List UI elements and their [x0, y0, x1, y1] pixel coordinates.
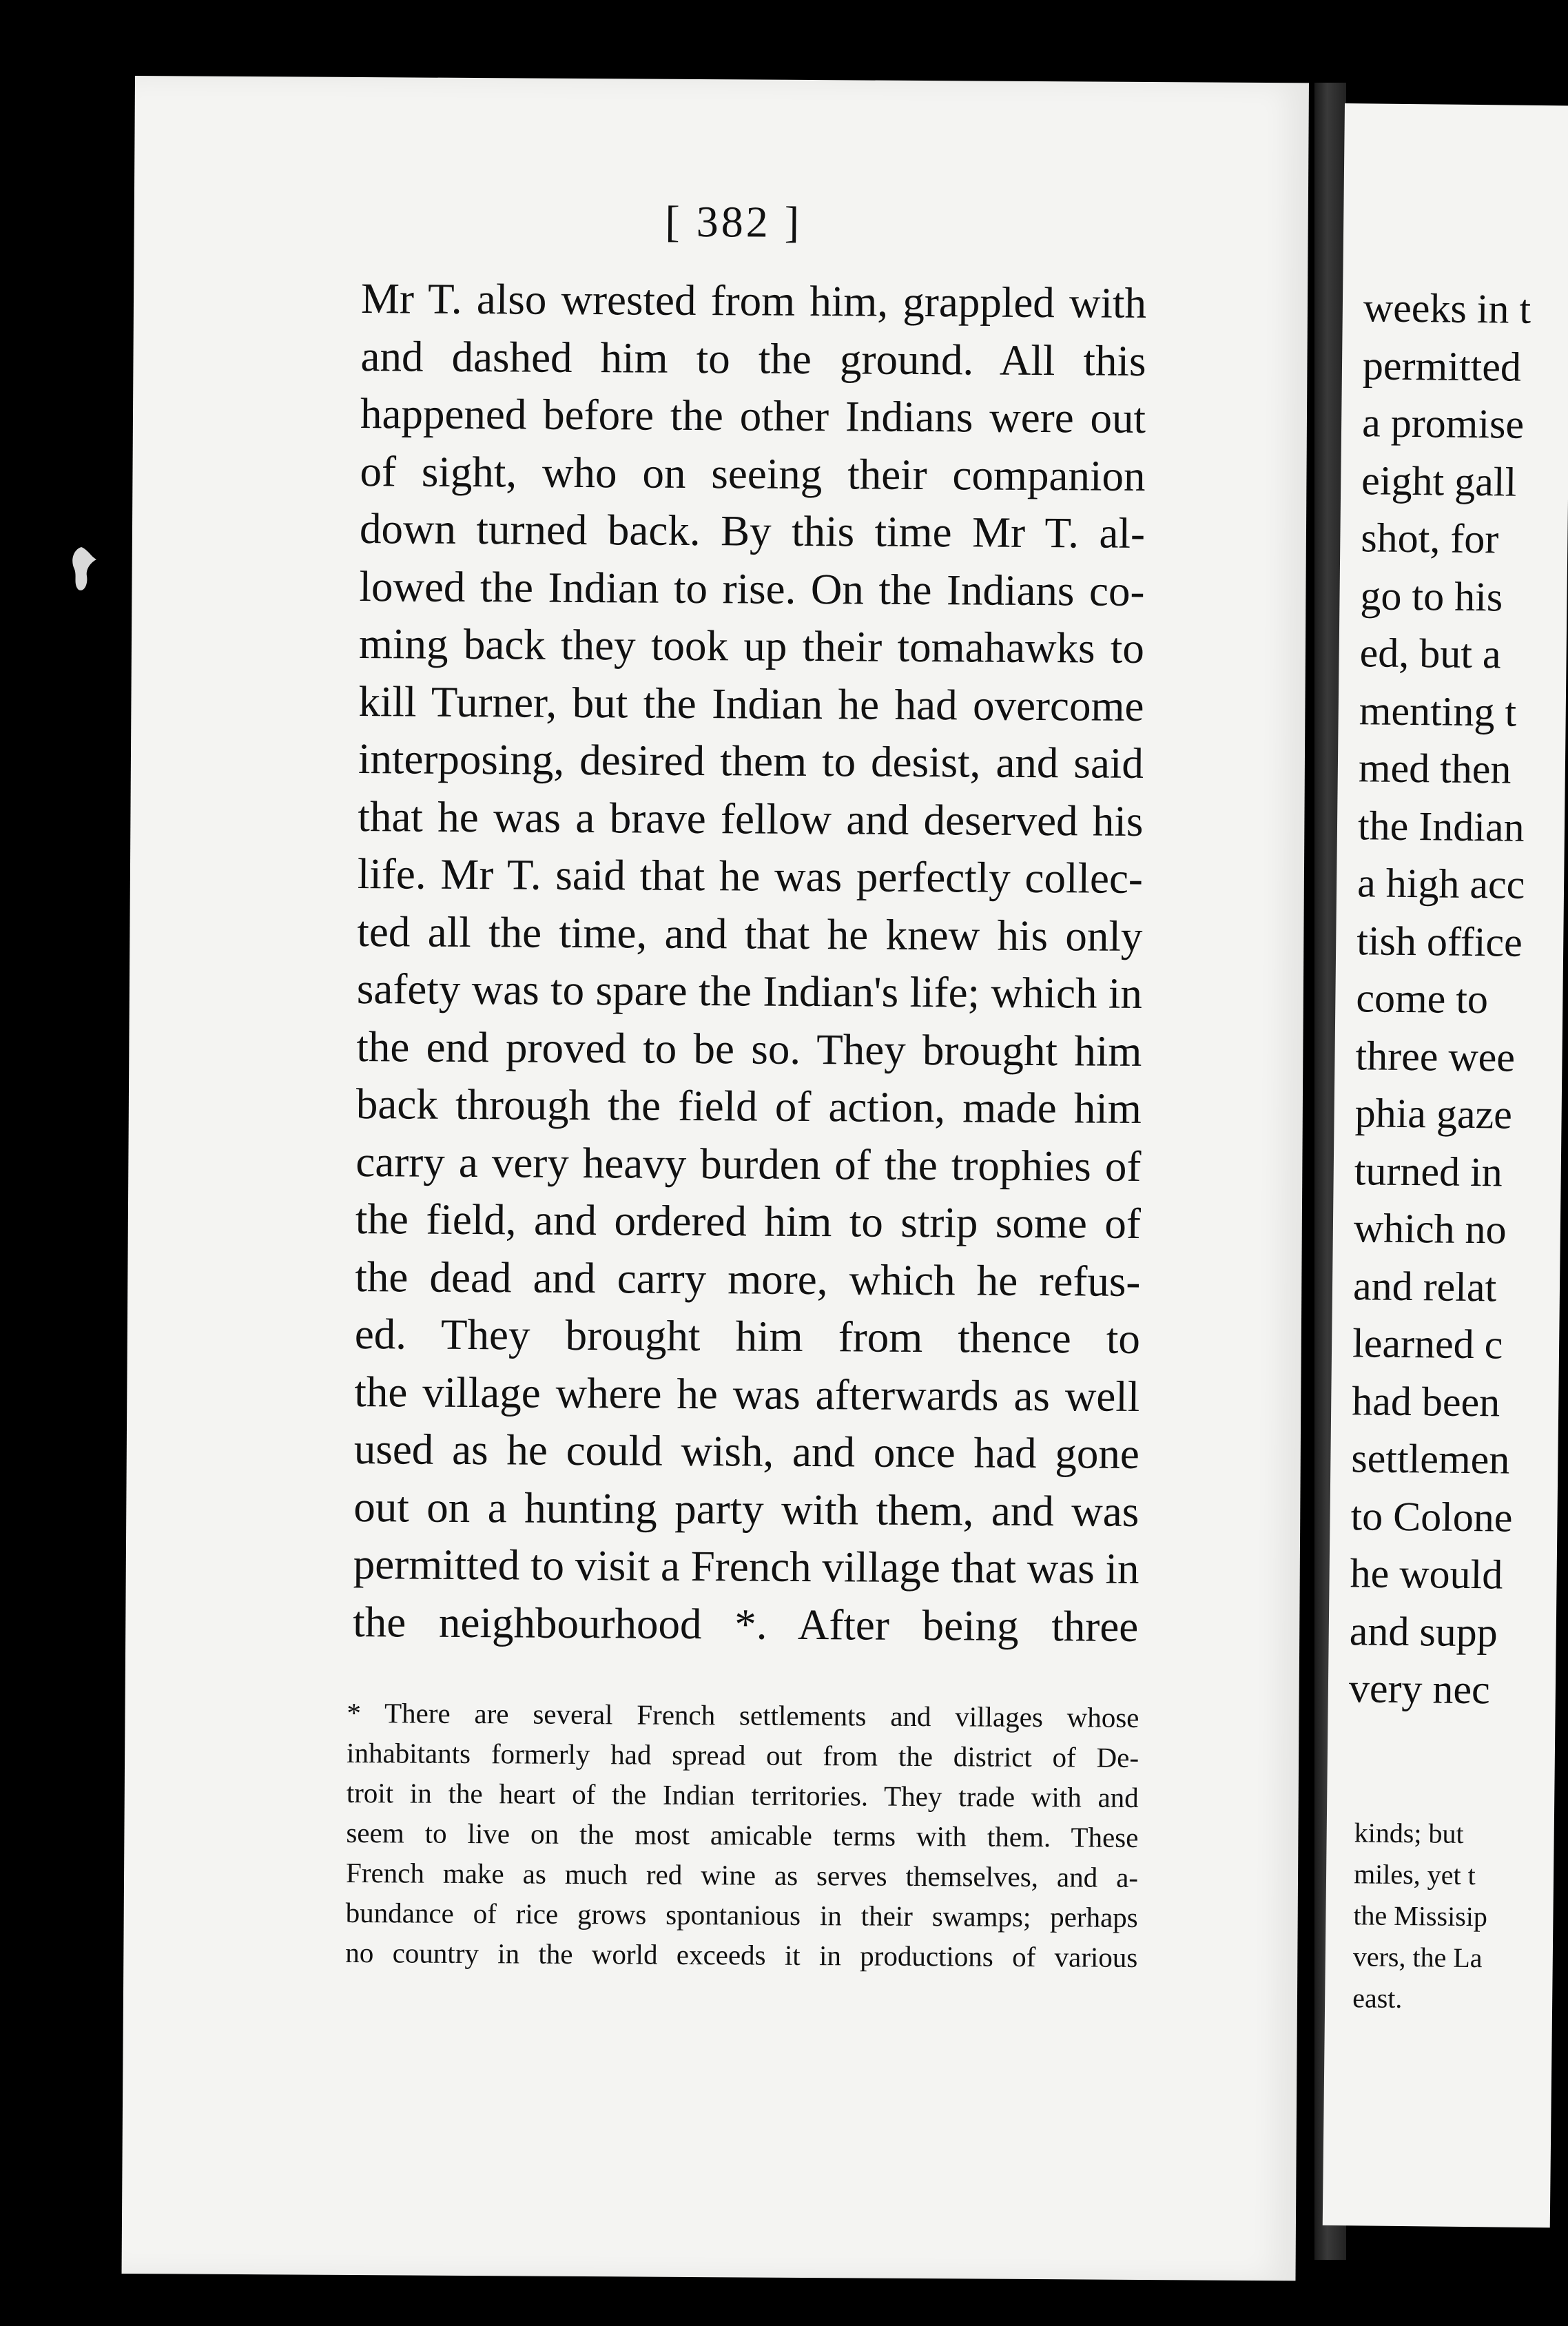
text-line: the end proved to be so. They brought him — [356, 1022, 1142, 1075]
right-page-clip — [1323, 103, 1568, 2227]
footnote-line: * There are several French settlements and villages whose — [347, 1696, 1139, 1733]
text-line: that he was a brave fellow and deserved his — [358, 792, 1144, 845]
right-text-line: permitted — [1362, 342, 1522, 390]
text-line: lowed the Indian to rise. On the Indians co- — [359, 562, 1145, 615]
right-text-line: ed, but a — [1359, 630, 1501, 677]
text-line: life. Mr T. said that he was perfectly collec- — [357, 849, 1144, 903]
right-text-line: which no — [1353, 1205, 1507, 1253]
text-line: happened before the other Indians were out — [360, 389, 1146, 442]
right-text-line: three wee — [1355, 1032, 1516, 1080]
text-line: the village where he was afterwards as well — [354, 1367, 1140, 1421]
footnote-line: troit in the heart of the Indian territories. They trade with and — [346, 1776, 1139, 1813]
right-footnote-line: east. — [1352, 1982, 1403, 2015]
text-line: the field, and ordered him to strip some of — [355, 1194, 1142, 1248]
text-line: down turned back. By this time Mr T. al- — [359, 504, 1146, 557]
text-line: the neighbourhood *. After being three — [353, 1597, 1139, 1651]
right-text-line: learned c — [1352, 1320, 1503, 1368]
right-footnote-line: kinds; but — [1354, 1817, 1464, 1849]
page-number: [ 382 ] — [665, 196, 803, 247]
footnote-line: bundance of rice grows spontanious in their swamps; perhaps — [345, 1896, 1138, 1933]
right-text-line: to Colone — [1350, 1492, 1513, 1541]
right-text-line: and supp — [1349, 1607, 1498, 1655]
footnote-line: no country in the world exceeds it in productions of various — [345, 1936, 1138, 1973]
text-line: Mr T. also wrested from him, grappled with — [360, 274, 1147, 327]
footnote-line: inhabitants formerly had spread out from the district of De- — [346, 1736, 1139, 1773]
footnote-line: French make as much red wine as serves themselves, and a- — [345, 1856, 1139, 1893]
body-text — [353, 270, 1146, 1656]
right-text-line: go to his — [1360, 572, 1503, 619]
right-page — [1323, 103, 1568, 2227]
right-text-line: a promise — [1361, 400, 1525, 447]
right-footnote-line: miles, yet t — [1353, 1858, 1476, 1891]
text-line: interposing, desired them to desist, and said — [358, 734, 1144, 788]
right-text-line: phia gaze — [1354, 1090, 1513, 1138]
text-line: ted all the time, and that he knew his only — [357, 907, 1143, 960]
text-line: of sight, who on seeing their companion — [360, 446, 1146, 500]
right-text-line: eight gall — [1361, 457, 1517, 505]
right-text-line: and relat — [1352, 1262, 1497, 1310]
text-line: the dead and carry more, which he refus- — [355, 1252, 1141, 1306]
text-line: out on a hunting party with them, and was — [353, 1482, 1139, 1536]
right-text-line: shot, for — [1361, 515, 1499, 562]
right-text-line: weeks in t — [1363, 285, 1531, 332]
text-line: used as he could wish, and once had gone — [353, 1424, 1140, 1478]
right-text-line: very nec — [1348, 1665, 1491, 1713]
text-line: kill Turner, but the Indian he had overcome — [358, 677, 1144, 730]
right-text-line: menting t — [1359, 687, 1517, 735]
right-text-line: a high acc — [1356, 860, 1525, 907]
right-text-line: settlemen — [1351, 1435, 1510, 1483]
right-text-line: tish office — [1356, 917, 1523, 965]
right-text-line: med then — [1358, 745, 1512, 792]
text-line: carry a very heavy burden of the trophies of — [355, 1137, 1142, 1191]
ink-blot-mark — [61, 542, 102, 597]
left-page — [122, 76, 1309, 2281]
right-page-text — [1348, 279, 1568, 1720]
right-text-line: turned in — [1354, 1147, 1503, 1195]
right-text-line: had been — [1351, 1377, 1500, 1425]
right-footnote-line: vers, the La — [1352, 1941, 1483, 1974]
text-line: ming back they took up their tomahawks to — [358, 619, 1145, 672]
text-line: back through the field of action, made him — [355, 1079, 1142, 1133]
right-text-line: the Indian — [1357, 802, 1525, 850]
text-line: safety was to spare the Indian's life; which in — [356, 964, 1143, 1018]
text-line: permitted to visit a French village that was in — [353, 1539, 1139, 1593]
footnote — [345, 1693, 1139, 1977]
text-line: and dashed him to the ground. All this — [360, 331, 1146, 385]
right-text-line: he would — [1350, 1550, 1503, 1598]
right-footnote-line: the Missisip — [1353, 1900, 1488, 1933]
footnote-line: seem to live on the most amicable terms with them. These — [346, 1816, 1139, 1853]
right-page-footnote — [1352, 1812, 1568, 2021]
text-line: ed. They brought him from thence to — [354, 1309, 1141, 1363]
right-text-line: come to — [1356, 975, 1489, 1022]
